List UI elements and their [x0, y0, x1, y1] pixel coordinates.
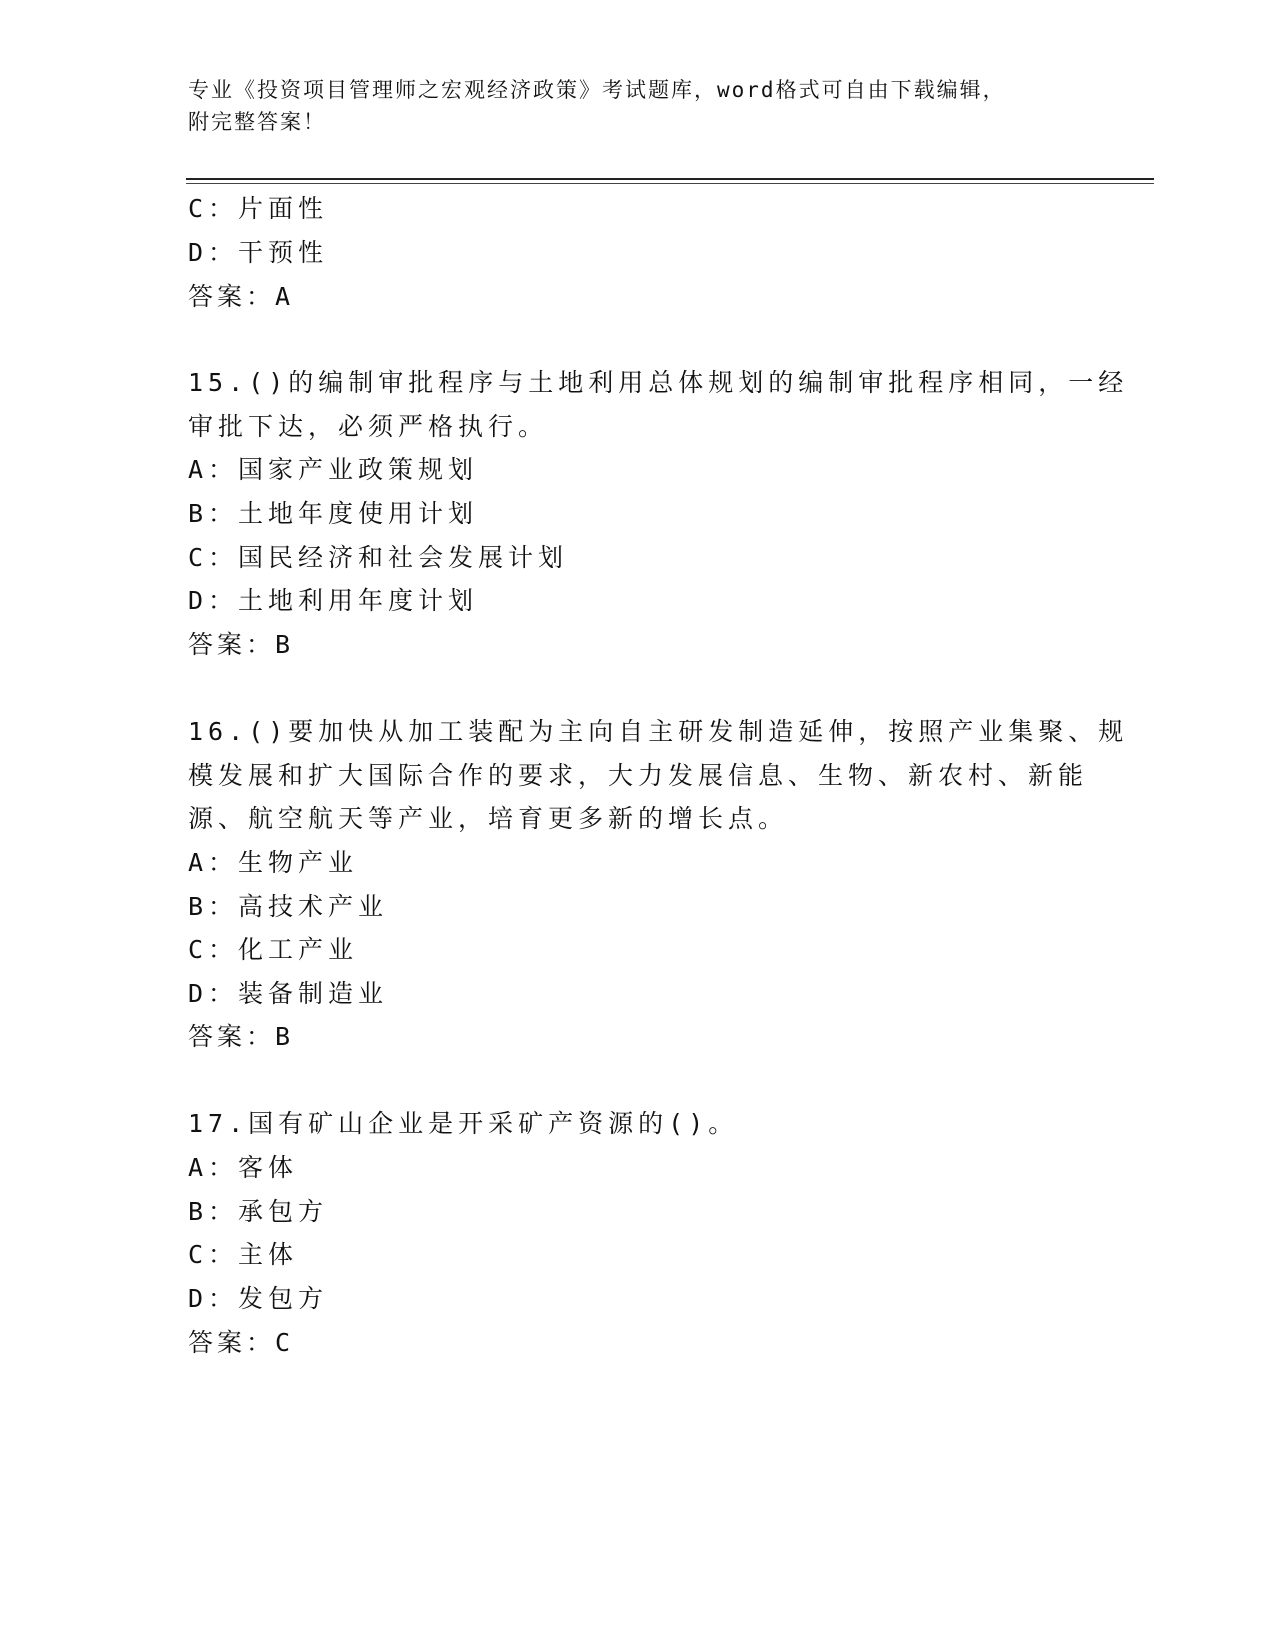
q17-option-a: A：客体 — [188, 1153, 299, 1182]
q16-stem-line-3: 源、航空航天等产业，培育更多新的增长点。 — [188, 804, 789, 833]
q16-option-b: B：高技术产业 — [188, 892, 389, 921]
q17-answer: 答案：C — [188, 1328, 295, 1357]
q16-stem-line-2: 模发展和扩大国际合作的要求，大力发展信息、生物、新农村、新能 — [188, 761, 1089, 790]
q15-option-c: C：国民经济和社会发展计划 — [188, 543, 569, 572]
prev-answer: 答案：A — [188, 282, 295, 311]
header-line-2: 附完整答案！ — [188, 110, 326, 134]
q15-stem-line-1: 15.()的编制审批程序与土地利用总体规划的编制审批程序相同，一经 — [188, 368, 1129, 397]
q17-option-d: D：发包方 — [188, 1284, 329, 1313]
q16-stem-line-1: 16.()要加快从加工装配为主向自主研发制造延伸，按照产业集聚、规 — [188, 717, 1129, 746]
q15-option-d: D：土地利用年度计划 — [188, 586, 479, 615]
prev-option-d: D：干预性 — [188, 238, 329, 267]
q17-option-b: B：承包方 — [188, 1197, 329, 1226]
q16-option-d: D：装备制造业 — [188, 979, 389, 1008]
header-divider-thin — [186, 183, 1154, 184]
q17-option-c: C：主体 — [188, 1240, 299, 1269]
header-line-1: 专业《投资项目管理师之宏观经济政策》考试题库，word格式可自由下载编辑， — [188, 78, 1006, 102]
q16-option-c: C：化工产业 — [188, 935, 359, 964]
q15-stem-line-2: 审批下达，必须严格执行。 — [188, 412, 549, 441]
q17-stem-line-1: 17.国有矿山企业是开采矿产资源的()。 — [188, 1109, 739, 1138]
q16-answer: 答案：B — [188, 1022, 295, 1051]
q15-option-a: A：国家产业政策规划 — [188, 455, 479, 484]
prev-option-c: C：片面性 — [188, 194, 329, 223]
q16-option-a: A：生物产业 — [188, 848, 359, 877]
q15-answer: 答案：B — [188, 630, 295, 659]
document-header — [188, 74, 1068, 138]
header-divider-thick — [186, 178, 1154, 180]
q15-option-b: B：土地年度使用计划 — [188, 499, 479, 528]
